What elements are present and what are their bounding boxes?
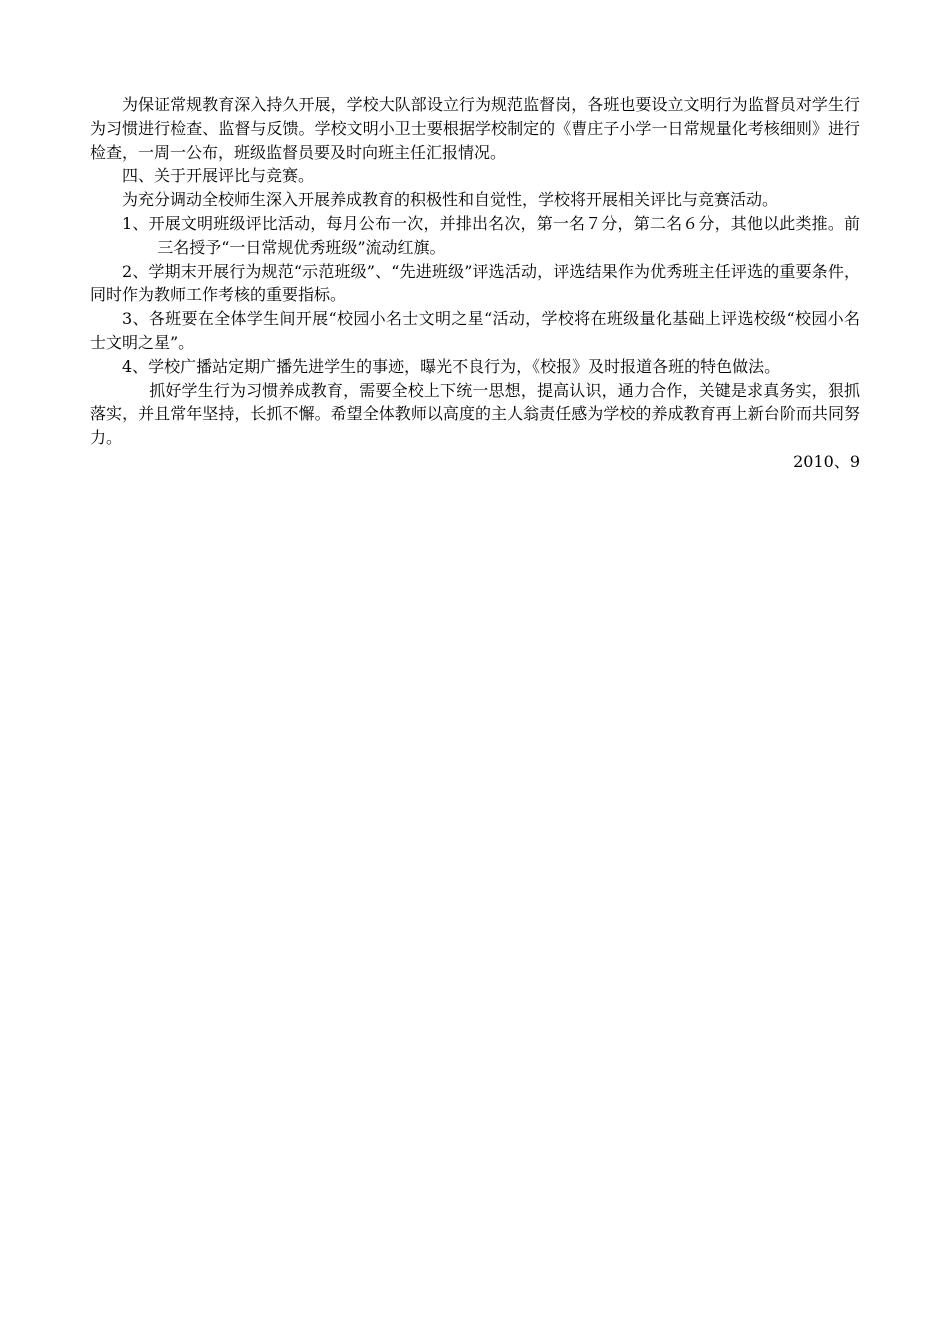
list-item-1: 1、开展文明班级评比活动，每月公布一次，并排出名次，第一名７分，第二名６分，其他以此类推。前三名授予“一日常规优秀班级”流动红旗。 [122,213,860,257]
paragraph-competition-intro: 为充分调动全校师生深入开展养成教育的积极性和自觉性，学校将开展相关评比与竞赛活动。 [122,190,779,210]
section-heading-four: 四、关于开展评比与竞赛。 [122,166,315,186]
list-item-3: 3、各班要在全体学生间开展“校园小名士文明之星“活动，学校将在班级量化基础上评选校级“校园小名士文明之星”。 [90,309,860,352]
list-item-2: 2、学期末开展行为规范“示范班级”、“先进班级”评选活动，评选结果作为优秀班主任评选的重要条件，同时作为教师工作考核的重要指标。 [90,261,860,305]
paragraph-closing: 抓好学生行为习惯养成教育，需要全校上下统一思想，提高认识，通力合作，关键是求真务实，狠抓落实，并且常年坚持，长抓不懈。希望全体教师以高度的主人翁责任感为学校的养成教育再上新台阶而共同努力。 [90,380,860,448]
list-item-4: 4、学校广播站定期广播先进学生的事迹，曝光不良行为，《校报》及时报道各班的特色做法。 [122,356,781,376]
paragraph-supervision: 为保证常规教育深入持久开展，学校大队部设立行为规范监督岗，各班也要设立文明行为监督员对学生行为习惯进行检查、监督与反馈。学校文明小卫士要根据学校制定的《曹庄子小学一日常规量化考核细则》进行检查，一周一公布，班级监督员要及时向班主任汇报情况。 [90,95,860,162]
document-date: 2010、9 [793,451,860,471]
document-body [90,93,860,474]
